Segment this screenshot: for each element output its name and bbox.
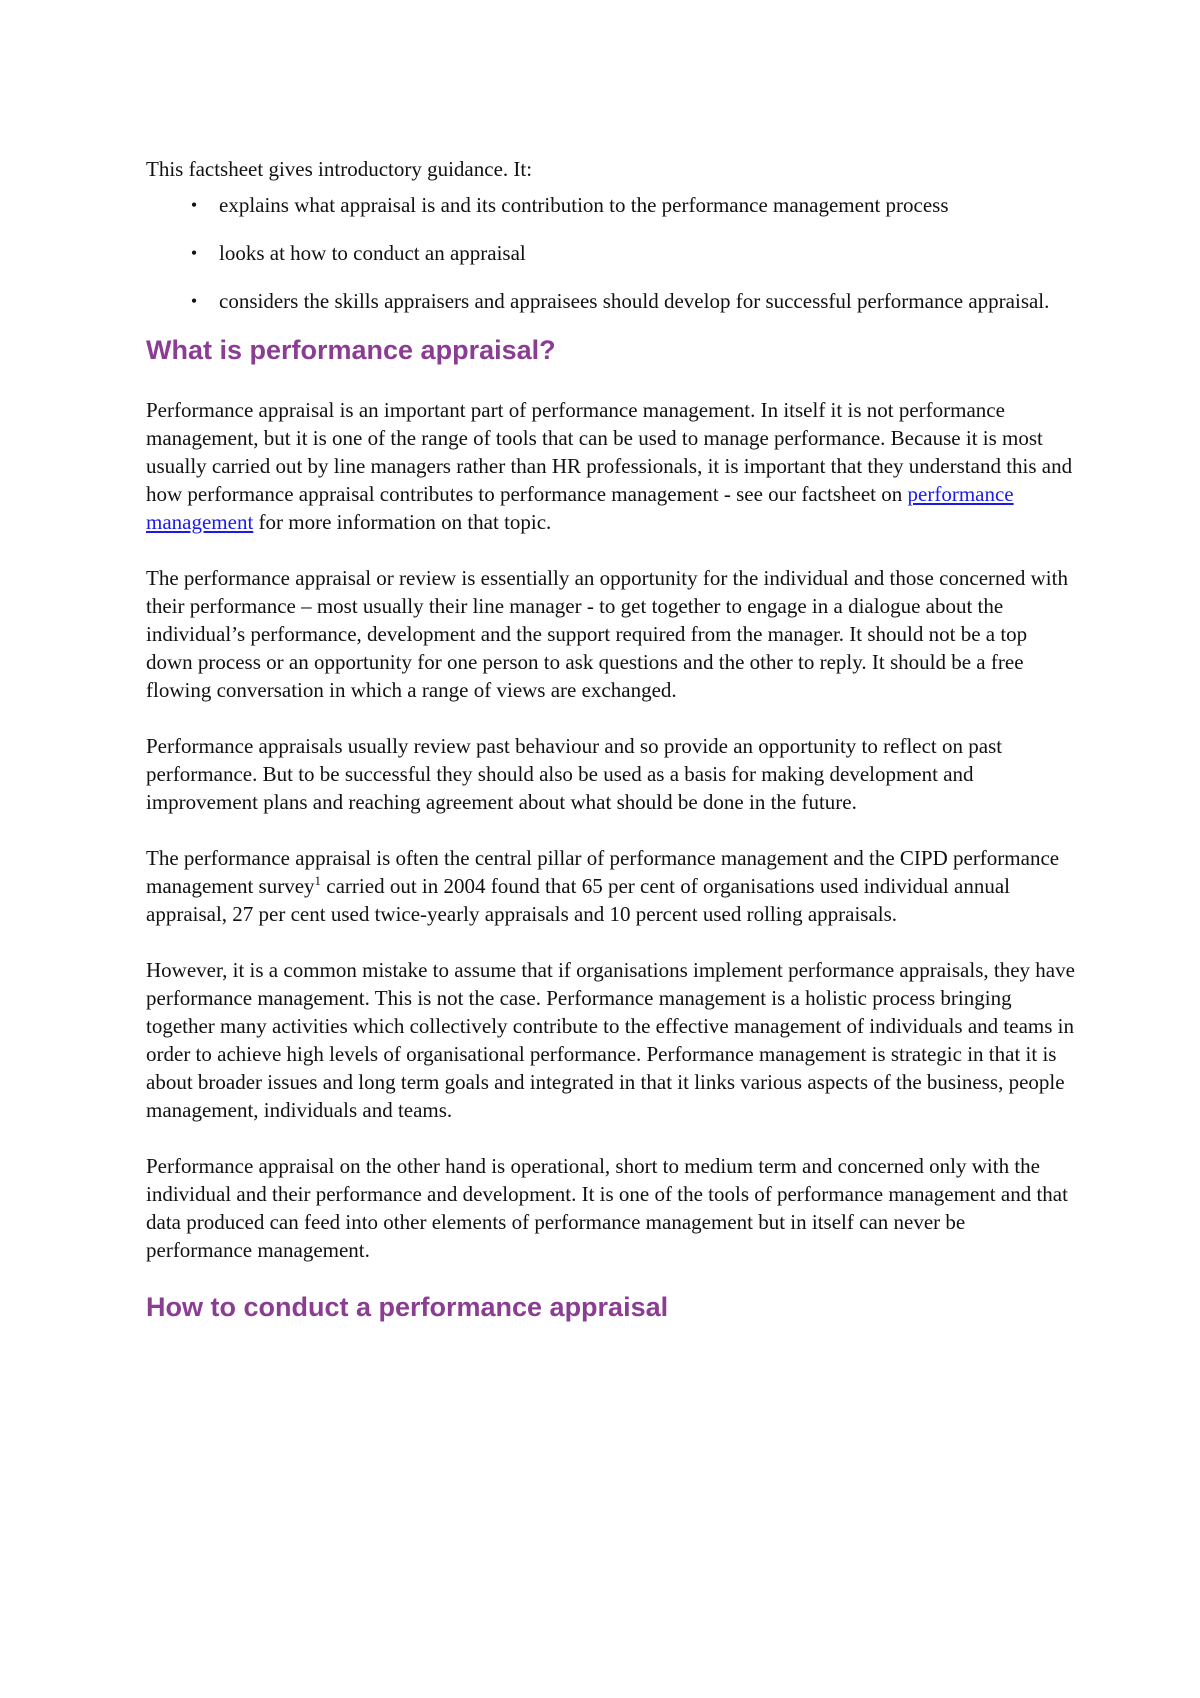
paragraph-2: The performance appraisal or review is essentially an opportunity for the individual and those concerned with their performance – most usually their line manager - to get together to engage in a dialogue about the individual’s performance, development and the support required from the manager. It should not be a top down process or an opportunity for one person to ask questions and the other to reply. It should be a free flowing conversation in which a range of views are exchanged.: [146, 566, 1068, 702]
paragraph-1-text: Performance appraisal is an important part of performance management. In itself it is not performance management, but it is one of the range of tools that can be used to manage performance. Because it is most usually carried out by line managers rather than HR professionals, it is important that they understand this and how performance appraisal contributes to performance management - see our factsheet on: [146, 398, 1073, 506]
paragraph-3: Performance appraisals usually review past behaviour and so provide an opportunity to reflect on past performance. But to be successful they should also be used as a basis for making development and improvement plans and reaching agreement about what should be done in the future.: [146, 734, 1003, 814]
intro-paragraph: This factsheet gives introductory guidance. It:: [146, 157, 533, 181]
list-item-text: looks at how to conduct an appraisal: [219, 241, 526, 265]
list-item: [146, 287, 1076, 315]
performance-management-link[interactable]: performance management: [146, 482, 1014, 534]
paragraph-6: Performance appraisal on the other hand is operational, short to medium term and concerned only with the individual and their performance and development. It is one of the tools of performance management and that data produced can feed into other elements of performance management but in itself can never be performance management.: [146, 1154, 1068, 1262]
paragraph-4: [146, 844, 1076, 928]
bullet-icon: •: [190, 243, 198, 263]
section-heading-how-to: How to conduct a performance appraisal: [146, 1292, 669, 1322]
list-item: [146, 191, 1076, 219]
list-item-text: explains what appraisal is and its contribution to the performance management process: [219, 193, 949, 217]
bullet-list: [146, 191, 1076, 315]
list-item-text: considers the skills appraisers and appraisees should develop for successful performance appraisal.: [219, 289, 1050, 313]
paragraph-1: [146, 396, 1076, 536]
footnote-marker: 1: [314, 873, 322, 888]
paragraph-5: However, it is a common mistake to assume that if organisations implement performance appraisals, they have performance management. This is not the case. Performance management is a holistic process bringing together many activities which collectively contribute to the effective management of individuals and teams in order to achieve high levels of organisational performance. Performance management is strategic in that it is about broader issues and long term goals and integrated in that it links various aspects of the business, people management, individuals and teams.: [146, 958, 1075, 1122]
bullet-icon: •: [190, 195, 198, 215]
paragraph-4-text-end: carried out in 2004 found that 65 per cent of organisations used individual annual appraisal, 27 per cent used twice-yearly appraisals and 10 percent used rolling appraisals.: [146, 874, 1010, 926]
paragraph-4-text: The performance appraisal is often the central pillar of performance management and the CIPD performance management survey: [146, 846, 1060, 898]
section-heading-what-is: What is performance appraisal?: [146, 335, 556, 365]
document-page: [146, 155, 1076, 1324]
paragraph-1-text-end: for more information on that topic.: [253, 510, 552, 534]
bullet-icon: •: [190, 291, 198, 311]
list-item: [146, 239, 1076, 267]
